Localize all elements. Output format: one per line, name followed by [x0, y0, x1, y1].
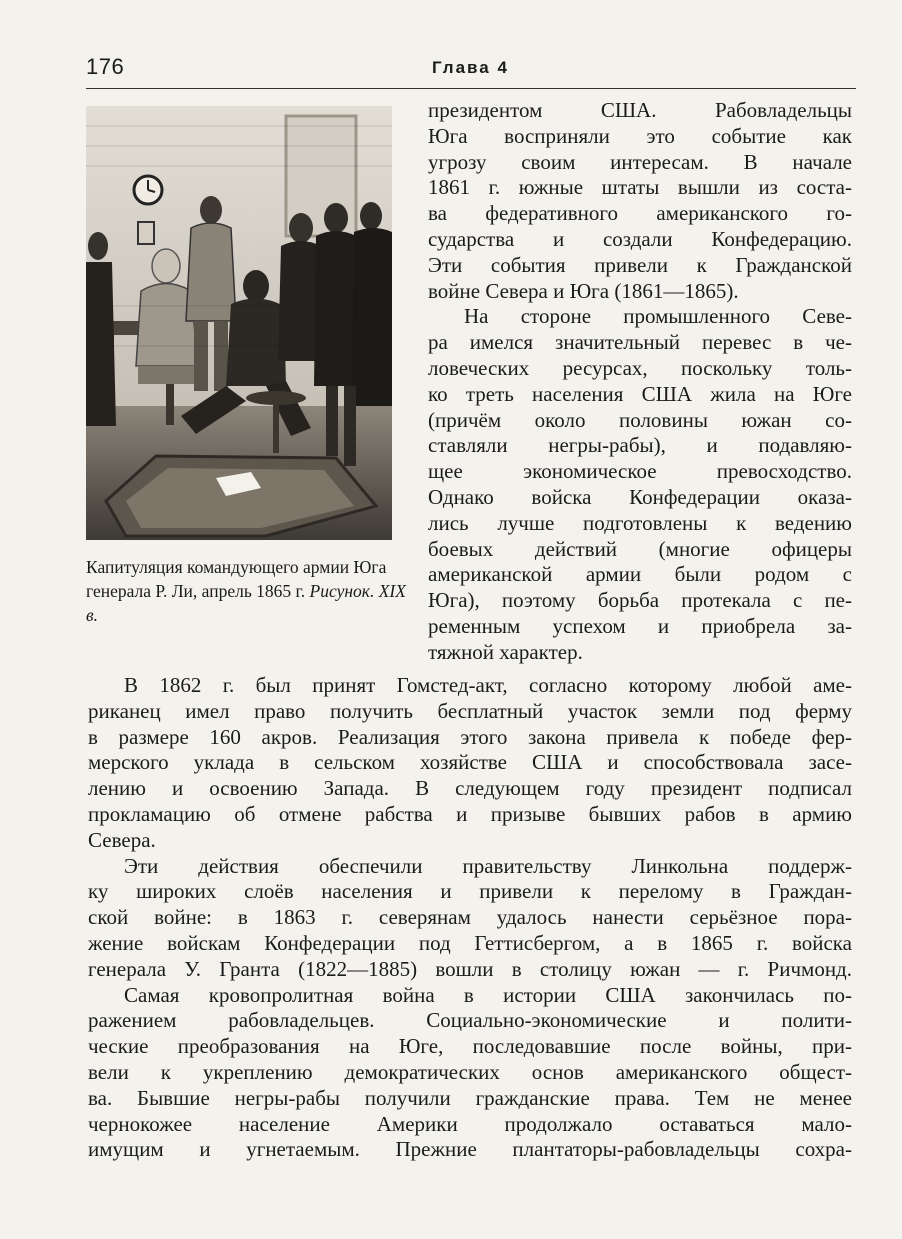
surrender-scene-drawing [86, 106, 392, 540]
text-line: На стороне промышленного Севе- [464, 304, 852, 329]
page-number: 176 [86, 54, 125, 79]
text-line: войне Севера и Юга (1861—1865). [428, 278, 739, 303]
text-line: мерского уклада в сельском хозяйстве США и способствовала засе- [88, 750, 852, 775]
text-line: жение войскам Конфедерации под Геттисбергом, а в 1865 г. войска [88, 930, 852, 955]
text-line: Эти действия обеспечили правительству Линкольна поддерж- [124, 853, 852, 878]
text-line: ловеческих ресурсах, поскольку толь- [428, 355, 852, 380]
text-line: ременным успехом и приобрела за- [428, 613, 852, 638]
text-line: чернокожее население Америки продолжало оставаться мало- [88, 1111, 852, 1136]
text-line: американской армии были родом с [428, 562, 852, 587]
text-line: ку широких слоёв населения и привели к перелому в Граждан- [88, 879, 852, 904]
text-line: лению и освоению Запада. В следующем году президент подписал [88, 776, 852, 801]
text-line: Эти события привели к Гражданской [428, 252, 852, 277]
chapter-title: Глава 4 [432, 58, 509, 77]
text-line: Севера. [88, 827, 156, 852]
text-line: сударства и создали Конфедерацию. [428, 226, 852, 251]
text-line: щее экономическое превосходство. [428, 459, 852, 484]
right-column-text [428, 98, 852, 666]
text-line: вели к укреплению демократических основ американского общест- [88, 1059, 852, 1084]
main-text [88, 673, 852, 1163]
caption-text: Капитуляция командующего армии Юга генерала Р. Ли, апрель 1865 г. [86, 557, 387, 601]
text-line: ко треть населения США жила на Юге [428, 381, 852, 406]
text-line: угрозу своим интересам. В начале [428, 149, 852, 174]
text-line: ра имелся значительный перевес в че- [428, 330, 852, 355]
caption-italic: Рисунок. XIX в. [86, 581, 406, 625]
text-line: генерала У. Гранта (1822—1885) вошли в столицу южан — г. Ричмонд. [88, 956, 852, 981]
text-line: Самая кровопролитная война в истории США закончилась по- [124, 982, 852, 1007]
text-line: ва федеративного американского го- [428, 201, 852, 226]
text-line: лись лучше подготовлены к ведению [428, 510, 852, 535]
text-line: риканец имел право получить бесплатный участок земли под ферму [88, 698, 852, 723]
text-line: ставляли негры-рабы), и подавляю- [428, 433, 852, 458]
text-line: ва. Бывшие негры-рабы получили гражданские права. Тем не менее [88, 1085, 852, 1110]
text-line: президентом США. Рабовладельцы [428, 98, 852, 122]
historical-illustration [86, 106, 392, 540]
text-line: (причём около половины южан со- [428, 407, 852, 432]
text-line: Юга восприняли это событие как [428, 123, 852, 148]
text-line: боевых действий (многие офицеры [428, 536, 852, 561]
text-line: Юга), поэтому борьба протекала с пе- [428, 588, 852, 613]
text-line: тяжной характер. [428, 639, 583, 664]
text-line: прокламацию об отмене рабства и призыве бывших рабов в армию [88, 801, 852, 826]
text-line: Однако войска Конфедерации оказа- [428, 484, 852, 509]
text-line: ской войне: в 1863 г. северянам удалось нанести серьёзное пора- [88, 905, 852, 930]
text-line: в размере 160 акров. Реализация этого закона привела к победе фер- [88, 724, 852, 749]
text-line: 1861 г. южные штаты вышли из соста- [428, 175, 852, 200]
figure-caption [86, 555, 406, 627]
text-line: ческие преобразования на Юге, последовавшие после войны, при- [88, 1034, 852, 1059]
text-line: В 1862 г. был принят Гомстед-акт, согласно которому любой аме- [124, 673, 852, 697]
text-line: ражением рабовладельцев. Социально-экономические и полити- [88, 1008, 852, 1033]
header-rule [86, 88, 856, 89]
text-line: имущим и угнетаемым. Прежние плантаторы-рабовладельцы сохра- [88, 1137, 852, 1162]
